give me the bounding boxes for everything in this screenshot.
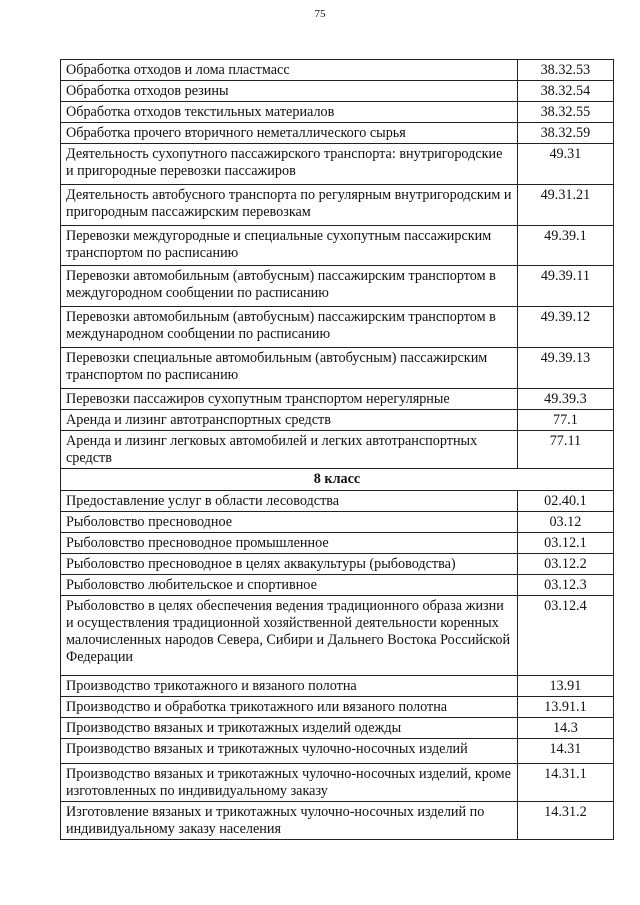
table-row xyxy=(61,60,614,81)
okved-code: 13.91.1 xyxy=(517,697,613,718)
table-row xyxy=(61,596,614,676)
activity-name: Обработка отходов резины xyxy=(61,81,518,102)
table-row xyxy=(61,802,614,840)
table-row xyxy=(61,533,614,554)
activity-name: Изготовление вязаных и трикотажных чулочно-носочных изделий по индивидуальному заказу населения xyxy=(61,802,518,840)
activity-name: Производство вязаных и трикотажных чулочно-носочных изделий xyxy=(61,739,518,764)
activity-name: Производство вязаных и трикотажных изделий одежды xyxy=(61,718,518,739)
activity-name: Производство вязаных и трикотажных чулочно-носочных изделий, кроме изготовленных по индивидуальному заказу xyxy=(61,764,518,802)
table-row xyxy=(61,389,614,410)
table-row xyxy=(61,81,614,102)
class-header-row xyxy=(61,469,614,491)
okved-code: 03.12.3 xyxy=(517,575,613,596)
table-row xyxy=(61,718,614,739)
activity-name: Деятельность сухопутного пассажирского транспорта: внутригородские и пригородные перевозки пассажиров xyxy=(61,144,518,185)
okved-code: 14.31.1 xyxy=(517,764,613,802)
table-row xyxy=(61,266,614,307)
activity-name: Деятельность автобусного транспорта по регулярным внутригородским и пригородным пассажирским перевозкам xyxy=(61,185,518,226)
table-row xyxy=(61,512,614,533)
activity-name: Перевозки специальные автомобильным (автобусным) пассажирским транспортом по расписанию xyxy=(61,348,518,389)
activity-name: Предоставление услуг в области лесоводства xyxy=(61,491,518,512)
table-body xyxy=(61,60,614,840)
table-row xyxy=(61,431,614,469)
okved-code: 38.32.54 xyxy=(517,81,613,102)
okved-code: 13.91 xyxy=(517,676,613,697)
okved-code: 49.39.13 xyxy=(517,348,613,389)
okved-code: 03.12.1 xyxy=(517,533,613,554)
okved-code: 03.12 xyxy=(517,512,613,533)
activity-name: Обработка отходов и лома пластмасс xyxy=(61,60,518,81)
activity-name: Производство и обработка трикотажного или вязаного полотна xyxy=(61,697,518,718)
okved-code: 49.39.12 xyxy=(517,307,613,348)
okved-code: 03.12.2 xyxy=(517,554,613,575)
activity-name: Производство трикотажного и вязаного полотна xyxy=(61,676,518,697)
table-row xyxy=(61,575,614,596)
okved-code: 14.31.2 xyxy=(517,802,613,840)
activity-name: Аренда и лизинг легковых автомобилей и легких автотранспортных средств xyxy=(61,431,518,469)
okved-code: 49.39.1 xyxy=(517,226,613,266)
table-row xyxy=(61,739,614,764)
table-row xyxy=(61,764,614,802)
table-row xyxy=(61,307,614,348)
activity-name: Рыболовство пресноводное в целях аквакультуры (рыбоводства) xyxy=(61,554,518,575)
table-row xyxy=(61,410,614,431)
class-header: 8 класс xyxy=(61,469,614,491)
okved-table xyxy=(60,59,614,840)
table-row xyxy=(61,697,614,718)
activity-name: Рыболовство любительское и спортивное xyxy=(61,575,518,596)
activity-name: Перевозки пассажиров сухопутным транспортом нерегулярные xyxy=(61,389,518,410)
okved-code: 49.39.3 xyxy=(517,389,613,410)
activity-name: Перевозки автомобильным (автобусным) пассажирским транспортом в междугородном сообщении по расписанию xyxy=(61,266,518,307)
table-row xyxy=(61,676,614,697)
activity-name: Аренда и лизинг автотранспортных средств xyxy=(61,410,518,431)
okved-code: 02.40.1 xyxy=(517,491,613,512)
activity-name: Обработка отходов текстильных материалов xyxy=(61,102,518,123)
okved-code: 49.31 xyxy=(517,144,613,185)
activity-name: Рыболовство пресноводное xyxy=(61,512,518,533)
okved-code: 49.39.11 xyxy=(517,266,613,307)
table-row xyxy=(61,348,614,389)
table-row xyxy=(61,102,614,123)
page-number: 75 xyxy=(314,8,326,20)
activity-name: Рыболовство в целях обеспечения ведения традиционного образа жизни и осуществления традиционной хозяйственной деятельности коренных малочисленных народов Севера, Сибири и Дальнего Востока Российской Федерации xyxy=(61,596,518,676)
okved-code: 77.11 xyxy=(517,431,613,469)
okved-code: 49.31.21 xyxy=(517,185,613,226)
table-row xyxy=(61,226,614,266)
okved-code: 14.3 xyxy=(517,718,613,739)
okved-code: 38.32.55 xyxy=(517,102,613,123)
table-row xyxy=(61,491,614,512)
table-row xyxy=(61,185,614,226)
okved-code: 77.1 xyxy=(517,410,613,431)
activity-name: Перевозки автомобильным (автобусным) пассажирским транспортом в международном сообщении по расписанию xyxy=(61,307,518,348)
table-row xyxy=(61,123,614,144)
table-row xyxy=(61,554,614,575)
activity-name: Перевозки междугородные и специальные сухопутным пассажирским транспортом по расписанию xyxy=(61,226,518,266)
okved-code: 38.32.53 xyxy=(517,60,613,81)
table-row xyxy=(61,144,614,185)
okved-code: 03.12.4 xyxy=(517,596,613,676)
okved-code: 14.31 xyxy=(517,739,613,764)
activity-name: Рыболовство пресноводное промышленное xyxy=(61,533,518,554)
activity-name: Обработка прочего вторичного неметаллического сырья xyxy=(61,123,518,144)
okved-code: 38.32.59 xyxy=(517,123,613,144)
